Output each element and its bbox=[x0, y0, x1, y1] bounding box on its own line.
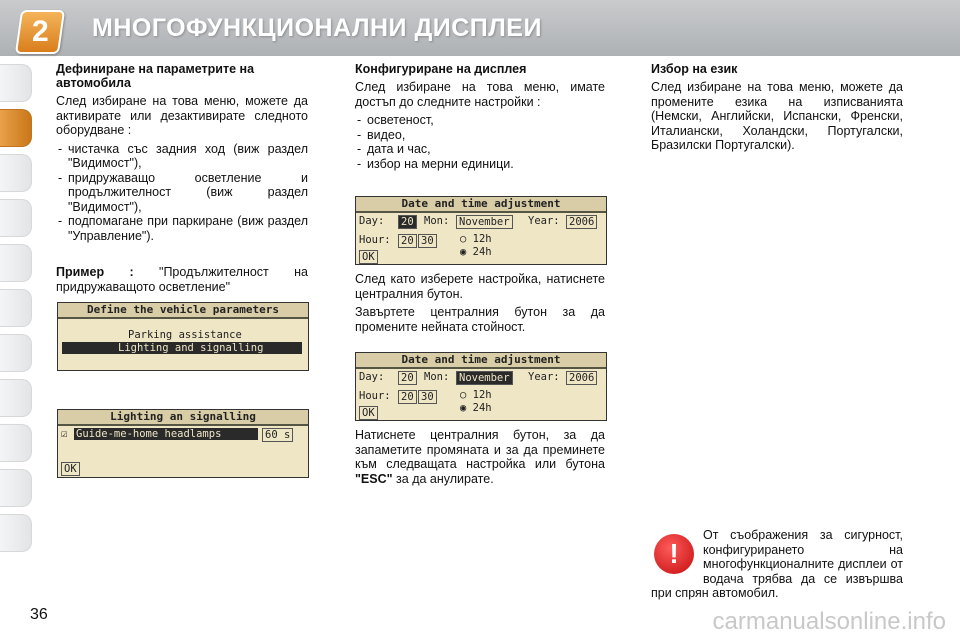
menu-item-parking[interactable]: Parking assistance bbox=[128, 329, 242, 341]
year-label: Year: bbox=[528, 215, 560, 227]
month-label: Mon: bbox=[424, 371, 450, 383]
radio-12h-label: 12h bbox=[472, 233, 492, 245]
esc-label: "ESC" bbox=[355, 471, 393, 486]
warning-text bbox=[651, 528, 903, 601]
radio-12h-label: 12h bbox=[472, 389, 492, 401]
side-tabs bbox=[0, 64, 32, 559]
month-field-selected[interactable]: November bbox=[456, 371, 513, 385]
hour-label: Hour: bbox=[359, 234, 391, 246]
date-time-screen-month bbox=[355, 352, 607, 421]
left-heading: Дефиниране на параметрите на автомобила bbox=[56, 62, 255, 90]
hour-field[interactable]: 20 bbox=[398, 390, 417, 404]
ok-button[interactable]: OK bbox=[359, 250, 378, 264]
side-tab-4[interactable] bbox=[0, 199, 32, 237]
screen-title: Lighting an signalling bbox=[58, 410, 308, 426]
middle-column-3 bbox=[355, 428, 605, 490]
middle-p3-a: Натиснете централния бутон, за да запаметите промяната и за да преминете към следващата настройка или бутона bbox=[355, 428, 605, 471]
minute-field[interactable]: 30 bbox=[418, 390, 437, 404]
middle-heading: Конфигуриране на дисплея bbox=[355, 62, 527, 76]
radio-24h[interactable]: ◉ 24h bbox=[460, 246, 492, 258]
middle-list-item: - видео, bbox=[355, 128, 605, 143]
guide-me-home-item[interactable]: Guide-me-home headlamps bbox=[74, 428, 258, 440]
right-column bbox=[651, 62, 903, 157]
year-label: Year: bbox=[528, 371, 560, 383]
chapter-badge bbox=[15, 10, 65, 54]
radio-12h[interactable]: ○ 12h bbox=[460, 389, 492, 401]
ok-button[interactable]: OK bbox=[61, 462, 80, 476]
middle-column-2 bbox=[355, 272, 605, 338]
side-tab-1[interactable] bbox=[0, 64, 32, 102]
side-tab-5[interactable] bbox=[0, 244, 32, 282]
side-tab-8[interactable] bbox=[0, 379, 32, 417]
middle-p3 bbox=[355, 428, 605, 486]
warning-icon: ! bbox=[654, 534, 694, 574]
left-list-item: - чистачка със задния ход (виж раздел "Видимост"), bbox=[56, 142, 308, 171]
left-list-item: - подпомагане при паркиране (виж раздел "Управление"). bbox=[56, 214, 308, 243]
warning-text-body: От съображения за сигурност, конфигурирането на многофункционалните дисплеи от водача трябва да се извършва при спрян автомобил. bbox=[651, 528, 903, 600]
radio-24h-label: 24h bbox=[472, 402, 492, 414]
example-label: Пример : bbox=[56, 265, 134, 279]
radio-12h[interactable]: ○ 12h bbox=[460, 233, 492, 245]
year-field[interactable]: 2006 bbox=[566, 371, 597, 385]
left-column bbox=[56, 62, 308, 298]
year-field[interactable]: 2006 bbox=[566, 215, 597, 229]
screen-title: Date and time adjustment bbox=[356, 353, 606, 369]
month-label: Mon: bbox=[424, 215, 450, 227]
example-text: "Продължителност на придружаващото осветление" bbox=[56, 265, 308, 294]
side-tab-11[interactable] bbox=[0, 514, 32, 552]
middle-list bbox=[355, 113, 605, 171]
left-list bbox=[56, 142, 308, 244]
ok-button[interactable]: OK bbox=[359, 406, 378, 420]
middle-intro: След избиране на това меню, имате достъп до следните настройки : bbox=[355, 80, 605, 109]
side-tab-10[interactable] bbox=[0, 469, 32, 507]
radio-24h-label: 24h bbox=[472, 246, 492, 258]
page-title: МНОГОФУНКЦИОНАЛНИ ДИСПЛЕИ bbox=[92, 14, 542, 42]
duration-value[interactable]: 60 s bbox=[262, 428, 293, 442]
middle-p2: Завъртете централния бутон за да промените нейната стойност. bbox=[355, 305, 605, 334]
day-label: Day: bbox=[359, 371, 385, 383]
chapter-number: 2 bbox=[31, 15, 49, 48]
month-field[interactable]: November bbox=[456, 215, 513, 229]
hour-field[interactable]: 20 bbox=[398, 234, 417, 248]
menu-item-lighting-selected[interactable]: Lighting and signalling bbox=[62, 342, 302, 354]
side-tab-6[interactable] bbox=[0, 289, 32, 327]
lighting-screen bbox=[57, 409, 309, 478]
minute-field[interactable]: 30 bbox=[418, 234, 437, 248]
left-list-item: - придружаващо осветление и продължителност (виж раздел "Видимост"), bbox=[56, 171, 308, 215]
checkbox-icon[interactable]: ☑ bbox=[61, 428, 68, 440]
hour-label: Hour: bbox=[359, 390, 391, 402]
screen-title: Define the vehicle parameters bbox=[58, 303, 308, 319]
middle-p1: След като изберете настройка, натиснете централния бутон. bbox=[355, 272, 605, 301]
right-heading: Избор на език bbox=[651, 62, 738, 76]
middle-column bbox=[355, 62, 605, 171]
side-tab-7[interactable] bbox=[0, 334, 32, 372]
radio-24h[interactable]: ◉ 24h bbox=[460, 402, 492, 414]
side-tab-2-active[interactable] bbox=[0, 109, 32, 147]
right-text: След избиране на това меню, можете да промените езика на изписванията (Немски, Английски, Испански, Френски, Италиански, Холандски, Португалски, Бразилски Португалски). bbox=[651, 80, 903, 152]
day-field-selected[interactable]: 20 bbox=[398, 215, 417, 229]
page-number: 36 bbox=[30, 606, 48, 623]
screen-title: Date and time adjustment bbox=[356, 197, 606, 213]
middle-list-item: - избор на мерни единици. bbox=[355, 157, 605, 172]
middle-list-item: - дата и час, bbox=[355, 142, 605, 157]
middle-list-item: - осветеност, bbox=[355, 113, 605, 128]
watermark: carmanualsonline.info bbox=[712, 608, 946, 635]
day-label: Day: bbox=[359, 215, 385, 227]
vehicle-params-screen bbox=[57, 302, 309, 371]
example-paragraph bbox=[56, 265, 308, 294]
left-intro: След избиране на това меню, можете да активирате или дезактивирате следното оборудване : bbox=[56, 94, 308, 137]
warning-icon-spacer bbox=[651, 528, 703, 574]
middle-p3-b: за да анулирате. bbox=[396, 471, 494, 486]
side-tab-3[interactable] bbox=[0, 154, 32, 192]
date-time-screen-day bbox=[355, 196, 607, 265]
day-field[interactable]: 20 bbox=[398, 371, 417, 385]
side-tab-9[interactable] bbox=[0, 424, 32, 462]
